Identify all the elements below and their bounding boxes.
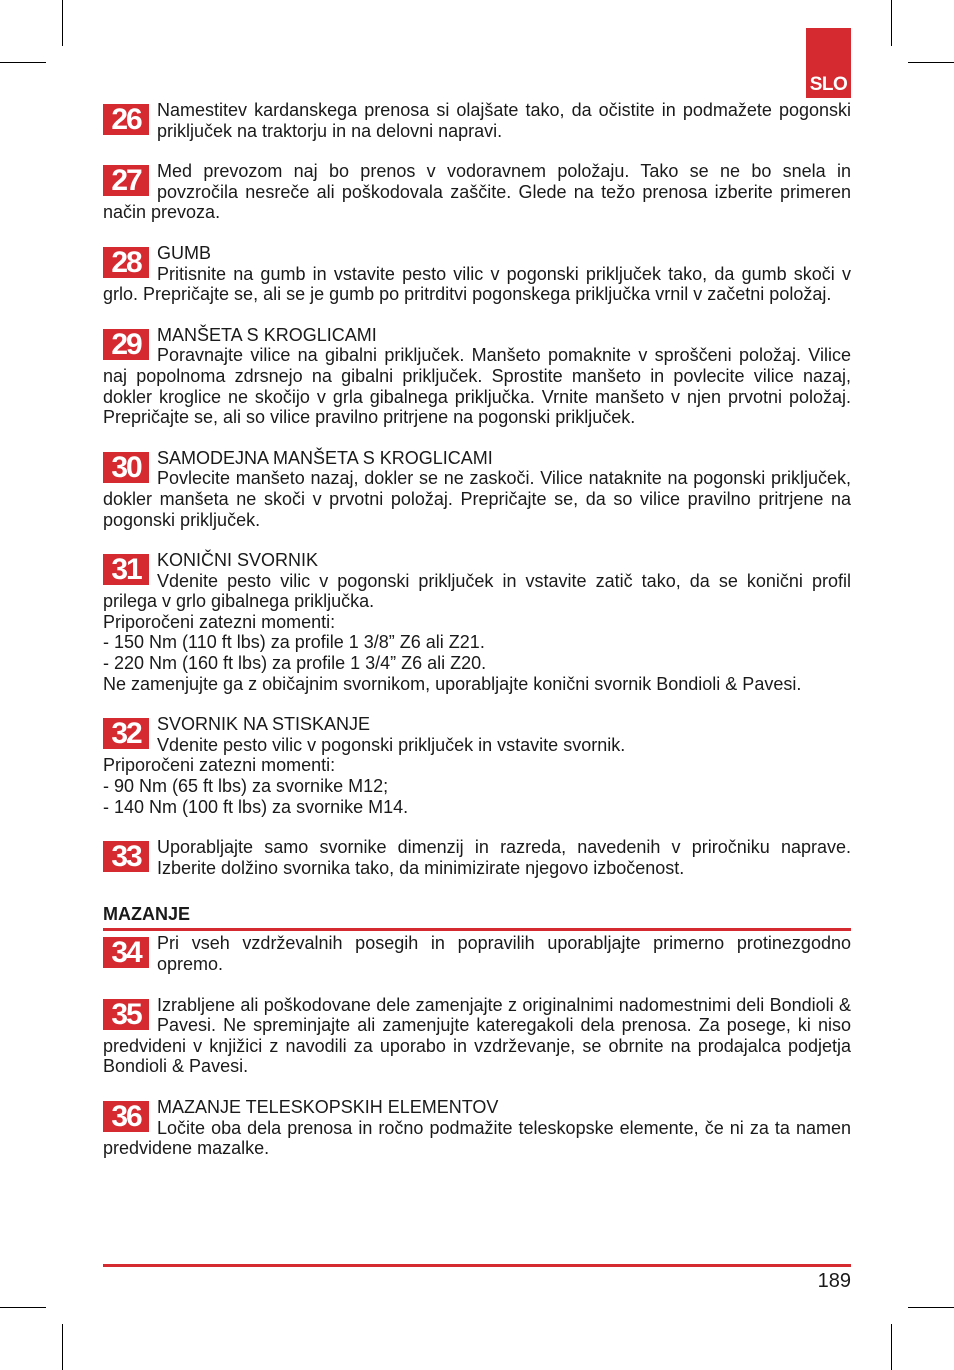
item-title: SVORNIK NA STISKANJE — [157, 714, 371, 735]
section-rule — [103, 928, 851, 931]
instruction-item — [103, 161, 851, 223]
step-number-badge: 28 — [103, 247, 149, 278]
step-number-badge: 33 — [103, 841, 149, 872]
instruction-item — [103, 714, 851, 817]
crop-mark — [891, 0, 892, 46]
item-text: - 150 Nm (110 ft lbs) za profile 1 3/8” Z6 ali Z21. — [103, 632, 485, 653]
instruction-item — [103, 837, 851, 878]
item-text: Vdenite pesto vilic v pogonski priključek in vstavite svornik. — [157, 734, 626, 755]
item-text: - 140 Nm (100 ft lbs) za svornike M14. — [103, 796, 409, 817]
crop-mark — [0, 62, 46, 63]
step-number-badge: 32 — [103, 718, 149, 749]
item-text: Pritisnite na gumb in vstavite pesto vilic v pogonski priključek tako, da gumb skoči v grlo. Prepričajte se, ali se je gumb po pritrditvi pogonskega priključka vrnil v začetni položaj. — [103, 263, 851, 305]
instruction-item — [103, 243, 851, 305]
step-number-badge: 26 — [103, 104, 149, 135]
step-number-badge: 34 — [103, 937, 149, 968]
instruction-item — [103, 448, 851, 530]
section-heading: MAZANJE — [103, 904, 191, 925]
step-number-badge: 36 — [103, 1101, 149, 1132]
crop-mark — [891, 1324, 892, 1370]
language-label: SLO — [809, 74, 848, 95]
item-text: Uporabljajte samo svornike dimenzij in razreda, navedenih v priročniku naprave. Izberite dolžino svornika tako, da minimizirate njegovo izbočenost. — [157, 837, 851, 878]
item-text: Vdenite pesto vilic v pogonski priključek in vstavite zatič tako, da se konični profil prilega v grlo gibalnega priključka. — [103, 570, 851, 612]
step-number-badge: 30 — [103, 452, 149, 483]
item-text: Namestitev kardanskega prenosa si olajšate tako, da očistite in podmažete pogonski priključek na traktorju in na delovni napravi. — [157, 100, 851, 141]
crop-mark — [62, 1324, 63, 1370]
language-tab — [806, 28, 851, 98]
instruction-item — [103, 325, 851, 428]
item-text: Ne zamenjujte ga z običajnim svornikom, uporabljajte konični svornik Bondioli & Pavesi. — [103, 673, 802, 694]
page-content — [103, 100, 851, 1159]
instruction-list — [103, 100, 851, 878]
instruction-item — [103, 550, 851, 694]
instruction-list — [103, 933, 851, 1158]
instruction-item — [103, 933, 851, 974]
instruction-item — [103, 100, 851, 141]
crop-mark — [62, 0, 63, 46]
step-number-badge: 29 — [103, 329, 149, 360]
item-text: Poravnajte vilice na gibalni priključek. Manšeto pomaknite v sproščeni položaj. Vilice naj popolnoma zdrsnejo na gibalni priključek. Sprostite manšeto in povlecite vilice nazaj, dokler kroglice ne skočijo v grla gibalnega priključka. Vrnite manšeto v njen prvotni položaj. Prepričajte se, ali so vilice pravilno pritrjene na pogonski priključek. — [103, 345, 851, 428]
item-text: Priporočeni zatezni momenti: — [103, 755, 336, 776]
crop-mark — [0, 1307, 46, 1308]
item-title: SAMODEJNA MANŠETA S KROGLICAMI — [157, 447, 493, 468]
crop-mark — [908, 1307, 954, 1308]
footer-rule — [103, 1264, 851, 1267]
item-text: Izrabljene ali poškodovane dele zamenjajte z originalnimi nadomestnimi deli Bondioli & Pavesi. Ne spreminjajte ali zamenjujte kateregakoli dela prenosa. Za posege, ki niso predvideni v knjižici z navodili za uporabo in vzdrževanje, se obrnite na prodajalca podjetja Bondioli & Pavesi. — [103, 994, 851, 1077]
item-title: MANŠETA S KROGLICAMI — [157, 324, 377, 345]
item-title: GUMB — [157, 242, 211, 263]
item-text: Povlecite manšeto nazaj, dokler se ne zaskoči. Vilice nataknite na pogonski priključek, dokler manšeta ne skoči v prvotni položaj. Prepričajte se, da so vilice pravilno pritrjene na pogonski priključek. — [103, 468, 851, 530]
step-number-badge: 27 — [103, 165, 149, 196]
crop-mark — [908, 62, 954, 63]
step-number-badge: 35 — [103, 999, 149, 1030]
instruction-item — [103, 1097, 851, 1159]
instruction-item — [103, 995, 851, 1077]
item-title: KONIČNI SVORNIK — [157, 550, 319, 571]
item-text: Pri vseh vzdrževalnih posegih in popravilih uporabljajte primerno protinezgodno opremo. — [157, 933, 851, 974]
step-number-badge: 31 — [103, 554, 149, 585]
item-text: Med prevozom naj bo prenos v vodoravnem položaju. Tako se ne bo snela in povzročila nesreče ali poškodovala zaščite. Glede na težo prenosa izberite primeren način prevoza. — [103, 161, 851, 223]
page-number: 189 — [817, 1270, 851, 1292]
item-title: MAZANJE TELESKOPSKIH ELEMENTOV — [157, 1096, 499, 1117]
item-text: - 90 Nm (65 ft lbs) za svornike M12; — [103, 776, 389, 797]
item-text: Ločite oba dela prenosa in ročno podmažite teleskopske elemente, če ni za ta namen predvidene mazalke. — [103, 1117, 851, 1159]
item-text: Priporočeni zatezni momenti: — [103, 611, 336, 632]
item-text: - 220 Nm (160 ft lbs) za profile 1 3/4” Z6 ali Z20. — [103, 653, 487, 674]
